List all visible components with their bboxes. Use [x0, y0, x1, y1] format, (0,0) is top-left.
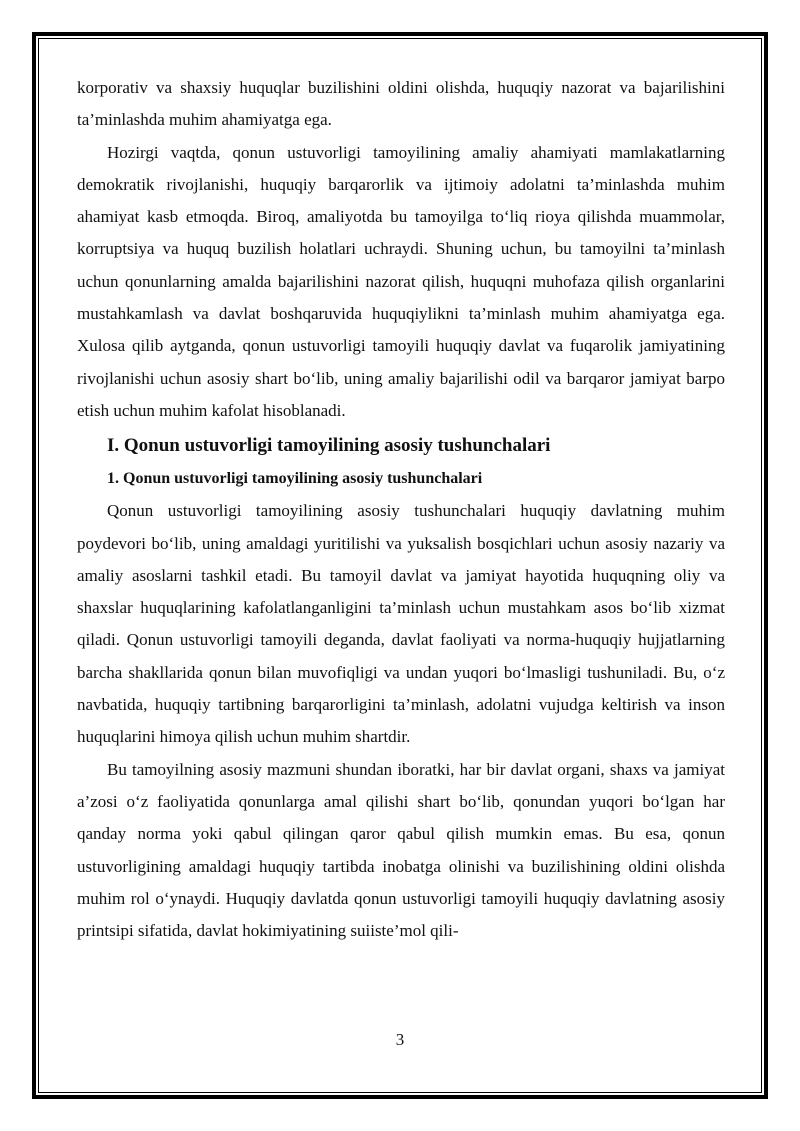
chapter-heading: I. Qonun ustuvorligi tamoyilining asosiy tushunchalari	[107, 435, 551, 457]
paragraph-intro: Hozirgi vaqtda, qonun ustuvorligi tamoyilining amaliy ahamiyati mamlakatlarning demokratik rivojlanishi, huquqiy barqarorlik va ijtimoiy adolatni ta’minlashda muhim ahamiyat kasb etmoqda. Biroq, amaliyotda bu tamoyilga to‘liq rioya qilishda muammolar, korruptsiya va huquq buzilish holatlari uchraydi. Shuning uchun, bu tamoyilni ta’minlash uchun qonunlarning amalda bajarilishini nazorat qilish, huquqni muhofaza qilish organlarini mustahkamlash va davlat boshqaruvida huquqiylikni ta’minlash muhim ahamiyatga ega. Xulosa qilib aytganda, qonun ustuvorligi tamoyili huquqiy davlat va fuqarolik jamiyatining rivojlanishi uchun asosiy shart bo‘lib, uning amaliy bajarilishi odil va barqaror jamiyat barpo etish uchun muhim kafolat hisoblanadi.	[77, 142, 725, 420]
document-body	[77, 72, 725, 947]
paragraph-essence: Bu tamoyilning asosiy mazmuni shundan iboratki, har bir davlat organi, shaxs va jamiyat a’zosi o‘z faoliyatida qonunlarga amal qilishi shart bo‘lib, qonundan yuqori bo‘lgan har qanday norma yoki qabul qilingan qaror qabul qilish mumkin emas. Bu esa, qonun ustuvorligining amaldagi huquqiy tartibda inobatga olinishi va buzilishining oldini olishda muhim rol o‘ynaydi. Huquqiy davlatda qonun ustuvorligi tamoyili huquqiy davlatning asosiy printsipi sifatida, davlat hokimiyatining suiiste’mol qili-	[77, 759, 725, 941]
paragraph-concepts: Qonun ustuvorligi tamoyilining asosiy tushunchalari huquqiy davlatning muhim poydevori bo‘lib, uning amaldagi yuritilishi va yuksalish bosqichlari uchun asosiy nazariy va amaliy asoslarni tashkil etadi. Bu tamoyil davlat va jamiyat hayotida huquqning oliy va shaxslar huquqlarining kafolatlanganligini ta’minlash uchun mustahkam asos bo‘lib xizmat qiladi. Qonun ustuvorligi tamoyili deganda, davlat faoliyati va norma-huquqiy hujjatlarning barcha shakllarida qonun bilan muvofiqligi va undan yuqori bo‘lmasligi tushuniladi. Bu, o‘z navbatida, huquqiy tartibning barqarorligini ta’minlash, adolatni vujudga keltirish va inson huquqlarini himoya qilish uchun muhim shartdir.	[77, 501, 725, 747]
page-number: 3	[395, 1030, 405, 1049]
section-heading: 1. Qonun ustuvorligi tamoyilining asosiy tushunchalari	[107, 470, 483, 488]
paragraph-continued: korporativ va shaxsiy huquqlar buzilishini oldini olishda, huquqiy nazorat va bajarilishini ta’minlashda muhim ahamiyatga ega.	[77, 78, 725, 130]
